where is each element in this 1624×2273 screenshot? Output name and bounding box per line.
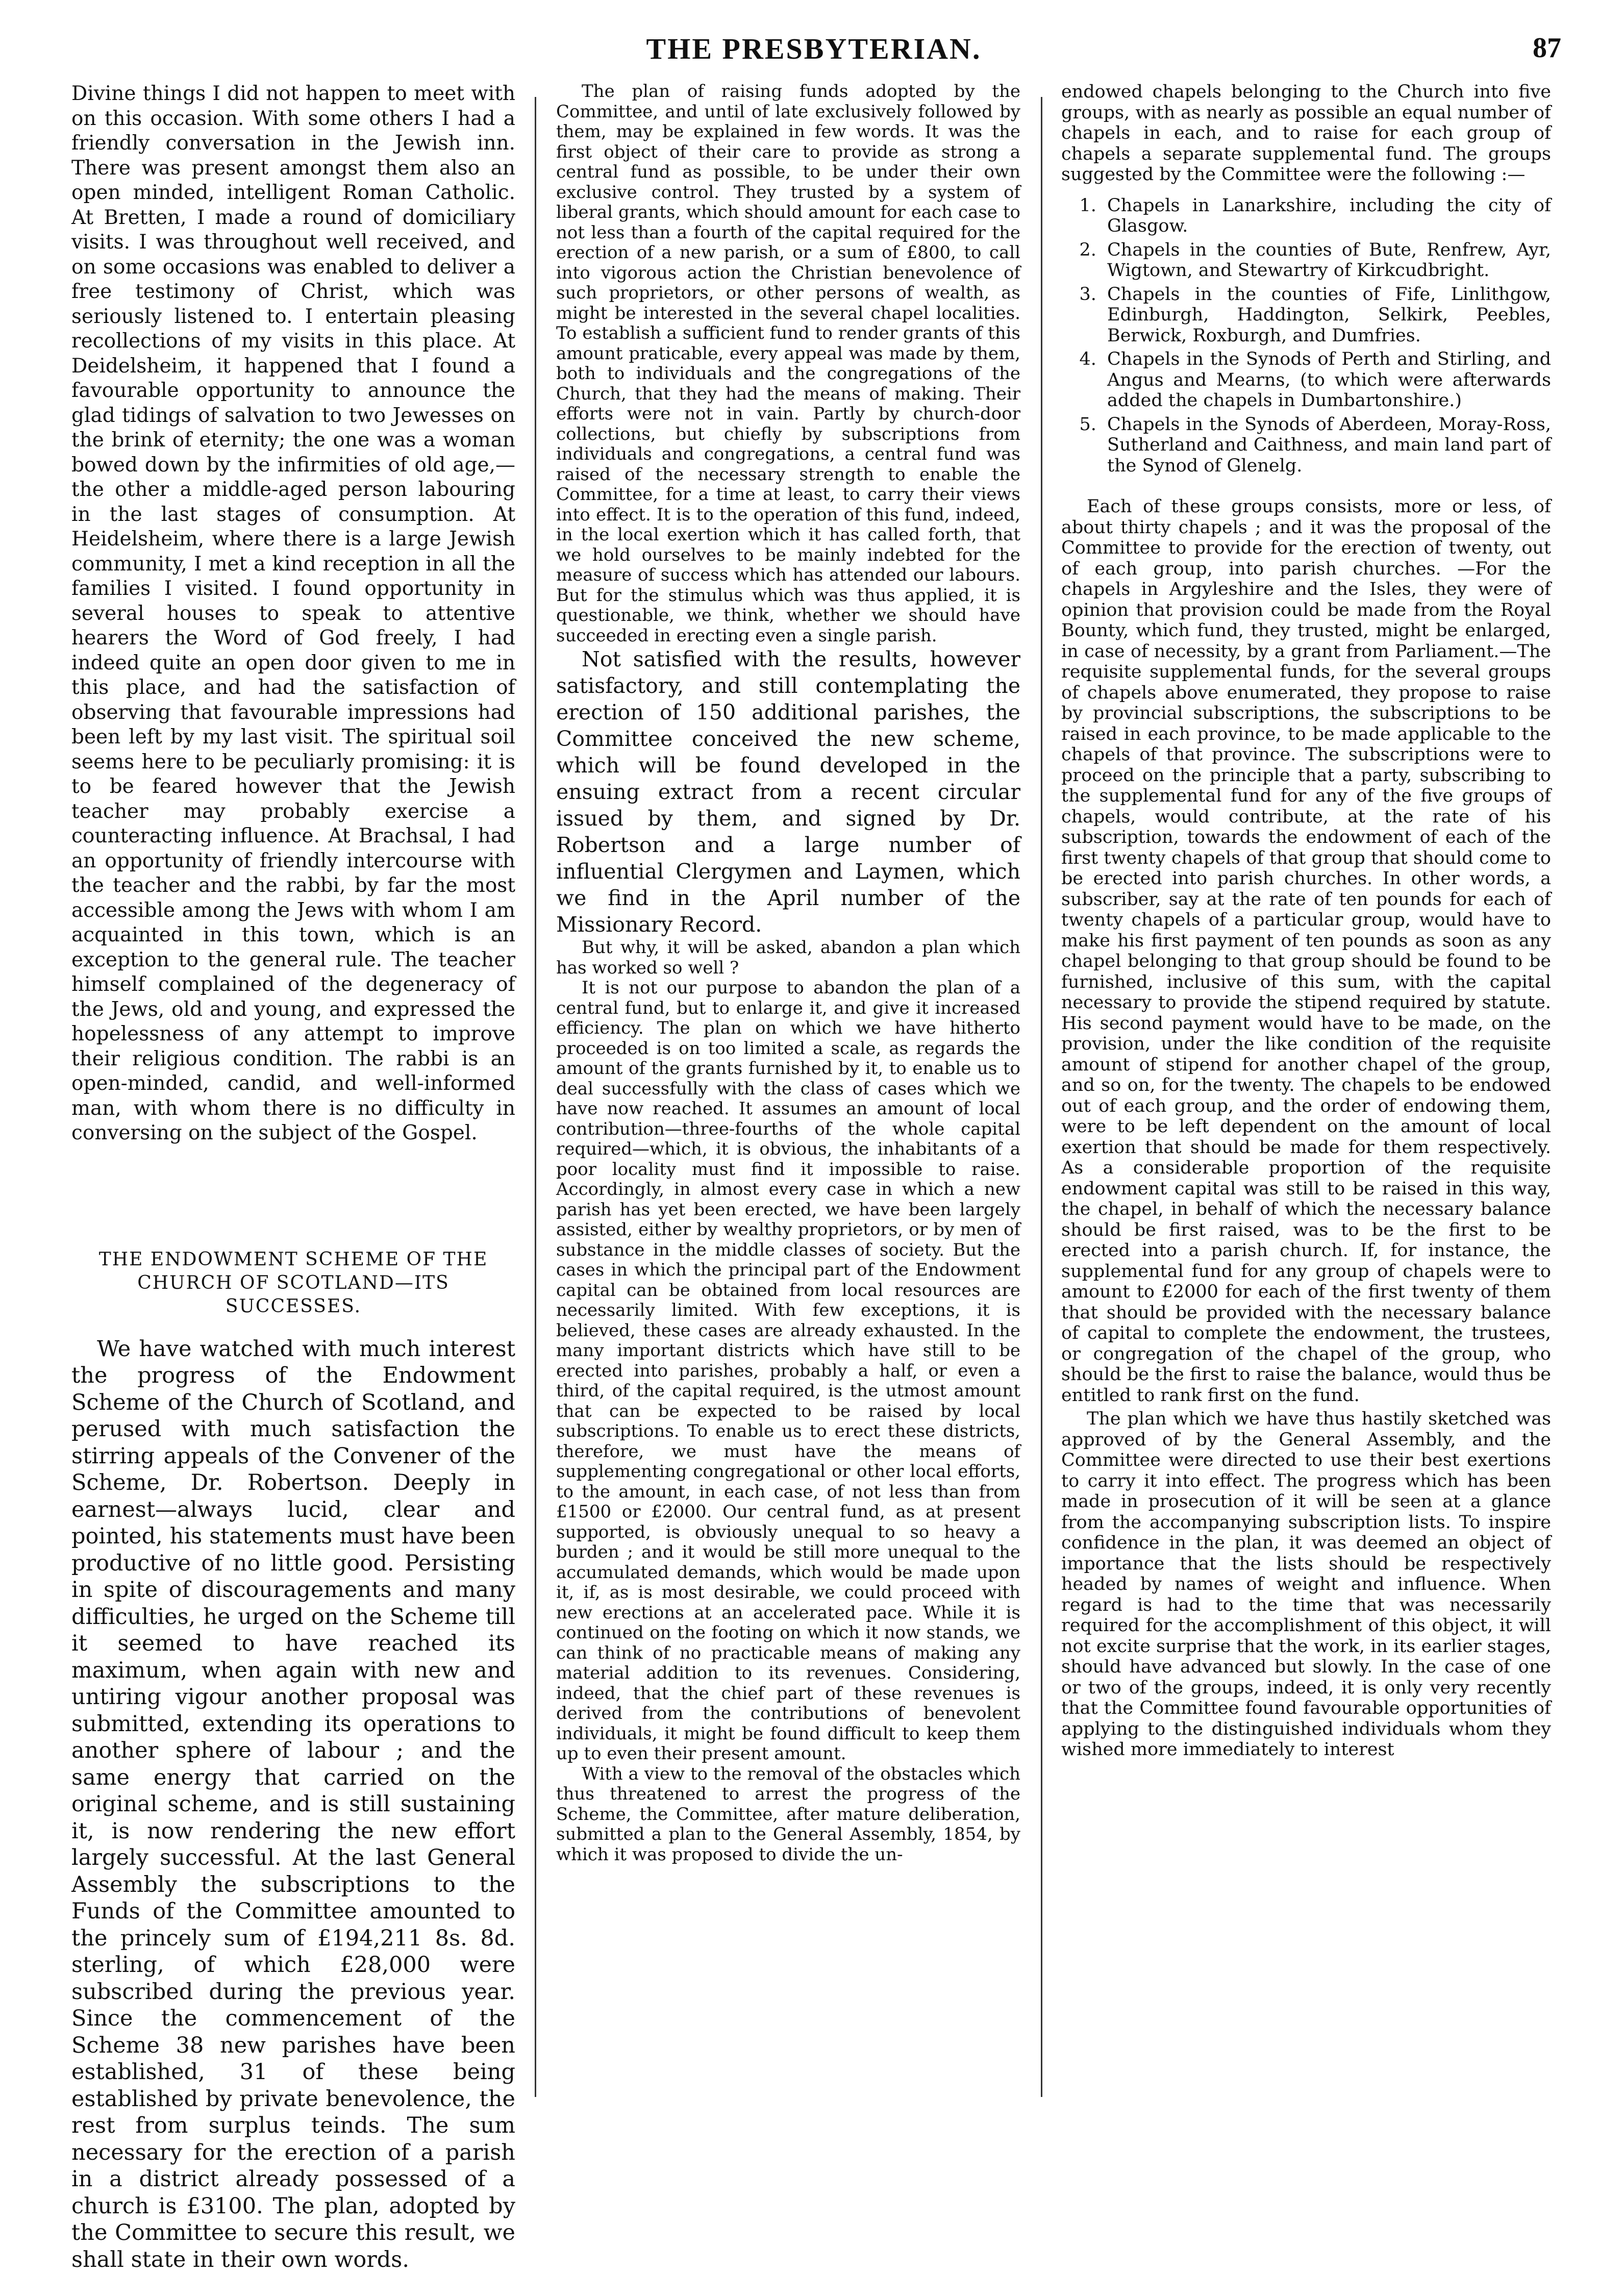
column-left	[71, 82, 515, 2102]
list-item: 5. Chapels in the Synods of Aberdeen, Moray-Ross, Sutherland and Caithness, and main land part of the Synod of Glenelg.	[1102, 414, 1551, 477]
list-item: 4. Chapels in the Synods of Perth and Stirling, and Angus and Mearns, (to which were afterwards added the chapels in Dumbartonshire.)	[1102, 349, 1551, 411]
plan-progress-paragraph: The plan which we have thus hastily sketched was approved of by the General Assembly, and the Committee were directed to use their best exertions to carry it into effect. The progress which has been made in prosecution of it will be seen at a glance from the accompanying subscription lists. To inspire confidence in the plan, it was deemed an object of importance that the lists should be respectively headed by names of weight and influence. When regard is had to the time that was necessarily required for the accomplishment of this object, it will not excite surprise that the work, in its earlier stages, should have advanced but slowly. In the case of one or two of the groups, indeed, it is only very recently that the Committee found favourable opportunities of applying to the distinguished individuals whom they wished more immediately to interest	[1061, 1409, 1551, 1760]
column-rule-left	[535, 97, 536, 2097]
journal-title: THE PRESBYTERIAN.	[66, 32, 1561, 66]
page-number: 87	[1533, 32, 1561, 64]
quoted-plan-paragraph: The plan of raising funds adopted by the Committee, and until of late exclusively followed by them, may be explained in few words. It was the first object of their care to provide as strong a central fund as possible, to be under their own exclusive control. They trusted by a system of liberal grants, which should amount for each case to not less than a fourth of the capital required for the erection of a new parish, or a sum of £800, to call into vigorous action the Christian benevolence of such proprietors, or other persons of wealth, as might be interested in the several chapel localities. To establish a sufficient fund to render grants of this amount praticable, every appeal was made by them, both to individuals and the congregations of the Church, that they had the means of making. Their efforts were not in vain. Partly by church-door collections, but chiefly by subscriptions from individuals and congregations, a central fund was raised of the necessary strength to enable the Committee, for a time at least, to carry their views into effect. It is to the operation of this fund, indeed, in the local exertion which it has called forth, that we hold ourselves to be mainly indebted for the measure of success which has attended our labours. But for the stimulus which was thus applied, it is questionable, we think, whether we should have succeeded in erecting even a single parish.	[556, 82, 1020, 646]
article-heading-line-1: THE ENDOWMENT SCHEME OF THE	[71, 1248, 515, 1271]
list-item: 3. Chapels in the counties of Fife, Linlithgow, Edinburgh, Haddington, Selkirk, Peebles, Berwick, Roxburgh, and Dumfries.	[1102, 284, 1551, 346]
circular-answer-paragraph: It is not our purpose to abandon the plan of a central fund, but to enlarge it, and give it increased efficiency. The plan on which we have hitherto proceeded is on too limited a scale, as regards the amount of the grants furnished by it, to enable us to deal successfully with the class of cases which we have now reached. It assumes an amount of local contribution—three-fourths of the whole capital required—which, it is obvious, the inhabitants of a poor locality must find it impossible to raise. Accordingly, in almost every case in which a new parish has yet been erected, we have been largely assisted, either by wealthy proprietors, or by men of substance in the middle classes of society. But the cases in which the principal part of the Endowment capital can be obtained from local resources are necessarily limited. With few exceptions, it is believed, these cases are already exhausted. In the many important districts which have still to be erected into parishes, probably a half, or even a third, of the capital required, is the utmost amount that can be expected to be raised by local subscriptions. To enable us to erect these districts, therefore, we must have the means of supplementing congregational or other local efforts, to the amount, in each case, of not less than from £1500 or £2000. Our central fund, as at present supported, is obviously unequal to so heavy a burden ; and it would be still more unequal to the accumulated demands, which would be made upon it, if, as is most desirable, we could proceed with new erections at an accelerated pace. While it is continued on the footing on which it now stands, we can think of no practicable means of making any material addition to its revenues. Considering, indeed, that the chief part of these revenues is derived from the contributions of benevolent individuals, it might be found difficult to keep them up to even their present amount.	[556, 978, 1020, 1764]
page-header	[66, 20, 1561, 82]
groups-detail-paragraph: Each of these groups consists, more or less, of about thirty chapels ; and it was the proposal of the Committee to provide for the erection of twenty, out of each group, into parish churches. —For the chapels in Argyleshire and the Isles, they were of opinion that provision could be made from the Royal Bounty, which fund, they trusted, might be enlarged, in case of necessity, by a grant from Parliament.—The requisite supplemental funds, for the several groups of chapels above enumerated, they propose to raise by provincial subscriptions, the subscriptions to be raised in each province, to be made applicable to the chapels of that province. The subscriptions were to proceed on the principle that a party, subscribing to the supplemental fund for any of the five groups of chapels, would contribute, at the rate of his subscription, towards the endowment of each of the first twenty chapels of that group that should come to be erected into parish churches. In other words, a subscriber, say at the rate of ten pounds for each of twenty chapels of a particular group, would have to make his first payment of ten pounds as soon as any chapel belonging to that group should be found to be furnished, inclusive of this sum, with the capital necessary to provide the stipend required by statute. His second payment would have to be made, on the provision, under the like condition of the requisite amount of stipend for another chapel of the group, and so on, for the twenty. The chapels to be endowed out of each group, and the order of endowing them, were to be left dependent on the amount of local exertion that should be made for them respectively. As a considerable proportion of the requisite endowment capital was still to be raised in this way, the chapel, in behalf of which the necessary balance should be first raised, was to be the first to be erected into a parish church. If, for instance, the supplemental fund for any group of chapels were to amount to £2000 for each of the first twenty of them that should be provided with the necessary balance of capital to complete the endowment, the trustees, or congregation of the chapel of the group, who should be the first to raise the balance, would thus be entitled to rank first on the fund.	[1061, 496, 1551, 1406]
article-heading	[71, 1248, 515, 1318]
list-item: 1. Chapels in Lanarkshire, including the city of Glasgow.	[1102, 195, 1551, 237]
column-rule-right	[1041, 97, 1042, 2097]
missionary-report-paragraph: Divine things I did not happen to meet with on this occasion. With some others I had a friendly conversation in the Jewish inn. There was present amongst them also an open minded, intelligent Roman Catholic. At Bretten, I made a round of domiciliary visits. I was throughout well received, and on some occasions was enabled to deliver a free testimony of Christ, which was seriously listened to. I entertain pleasing recollections of my visits in this place. At Deidelsheim, it happened that I found a favourable opportunity to announce the glad tidings of salvation to two Jewesses on the brink of eternity; the one was a woman bowed down by the infirmities of old age,—the other a middle-aged person labouring in the last stages of consumption. At Heidelsheim, where there is a large Jewish community, I met a kind reception in all the families I visited. I found opportunity in several houses to speak to attentive hearers the Word of God freely, I had indeed quite an open door given to me in this place, and had the satisfaction of observing that favourable impressions had been left by my last visit. The spiritual soil seems here to be peculiarly promising: it is to be feared however that the Jewish teacher may probably exercise a counteracting influence. At Brachsal, I had an opportunity of friendly intercourse with the teacher and the rabbi, by far the most accessible among the Jews with whom I am acquainted in this town, which is an exception to the general rule. The teacher himself complained of the degeneracy of the Jews, old and young, and expressed the hopelessness of any attempt to improve their religious condition. The rabbi is an open-minded, candid, and well-informed man, with whom there is no difficulty in conversing on the subject of the Gospel.	[71, 82, 515, 1146]
column-right	[1061, 82, 1551, 2102]
column-middle	[556, 82, 1020, 2102]
circular-question-paragraph: But why, it will be asked, abandon a plan which has worked so well ?	[556, 938, 1020, 978]
circular-obstacles-paragraph: With a view to the removal of the obstacles which thus threatened to arrest the progress of the Scheme, the Committee, after mature deliberation, submitted a plan to the General Assembly, 1854, by which it was proposed to divide the un-	[556, 1764, 1020, 1865]
article-heading-line-2: CHURCH OF SCOTLAND—ITS SUCCESSES.	[71, 1271, 515, 1318]
article-intro-paragraph: We have watched with much interest the progress of the Endowment Scheme of the Church of Scotland, and perused with much satisfaction the stirring appeals of the Convener of the Scheme, Dr. Robertson. Deeply in earnest—always lucid, clear and pointed, his statements must have been productive of no little good. Persisting in spite of discouragements and many difficulties, he urged on the Scheme till it seemed to have reached its maximum, when again with new and untiring vigour another proposal was submitted, extending its operations to another sphere of labour ; and the same energy that carried on the original scheme, and is still sustaining it, is now rendering the new effort largely successful. At the last General Assembly the subscriptions to the Funds of the Committee amounted to the princely sum of £194,211 8s. 8d. sterling, of which £28,000 were subscribed during the previous year. Since the commencement of the Scheme 38 new parishes have been established, 31 of these being established by private benevolence, the rest from surplus teinds. The sum necessary for the erection of a parish in a district already possessed of a church is £3100. The plan, adopted by the Committee to secure this result, we shall state in their own words.	[71, 1336, 515, 2273]
chapel-groups-list	[1061, 195, 1551, 477]
editorial-paragraph: Not satisfied with the results, however satisfactory, and still contemplating the erection of 150 additional parishes, the Committee conceived the new scheme, which will be found developed in the ensuing extract from a recent circular issued by them, and signed by Dr. Robertson and a large number of influential Clergymen and Laymen, which we find in the April number of the Missionary Record.	[556, 646, 1020, 938]
list-item: 2. Chapels in the counties of Bute, Renfrew, Ayr, Wigtown, and Stewartry of Kirkcudbright.	[1102, 240, 1551, 281]
groups-intro-paragraph: endowed chapels belonging to the Church into five groups, with as nearly as possible an equal number of chapels in each, and to raise for each group of chapels a separate supplemental fund. The groups suggested by the Committee were the following :—	[1061, 82, 1551, 185]
